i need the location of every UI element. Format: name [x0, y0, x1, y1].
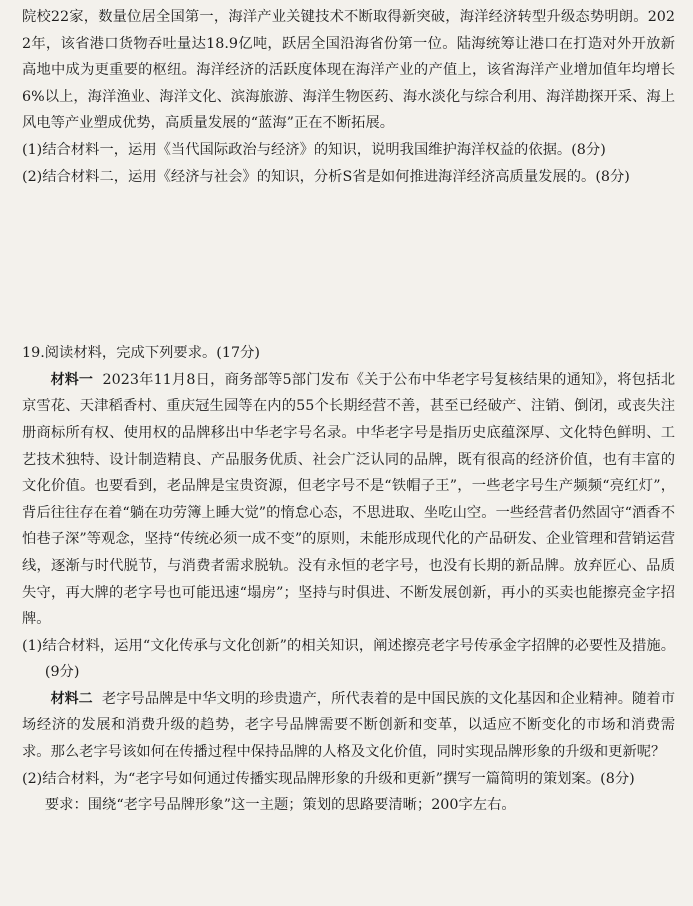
- q19-material-two: [22, 686, 675, 766]
- q19-title: 19.阅读材料，完成下列要求。(17分): [22, 345, 260, 362]
- material-one-label: 材料一: [50, 371, 94, 388]
- blank-answer-space: [22, 190, 675, 340]
- material-one-text: 2023年11月8日，商务部等5部门发布《关于公布中华老字号复核结果的通知》，将包括北京雪花、天津稻香村、重庆冠生园等在内的55个长期经营不善，甚至已经破产、注销、倒闭，或丧失注册商标所有权、使用权的品牌移出中华老字号名录。中华老字号是指历史底蕴深厚、文化特色鲜明、工艺技术独特、设计制造精良、产品服务优质、社会广泛认同的品牌，既有很高的经济价值，也有丰富的文化价值。也要看到，老品牌是宝贵资源，但老字号不是“铁帽子王”，一些老字号生产频频“亮红灯”，背后往往存在着“躺在功劳簿上睡大觉”的惰怠心态，不思进取、坐吃山空。一些经营者仍然固守“酒香不怕巷子深”等观念，坚持“传统必须一成不变”的原则，未能形成现代化的产品研发、企业管理和营销运营线，逐渐与时代脱节，与消费者需求脱轨。没有永恒的老字号，也没有长期的新品牌。放弃匠心、品质失守，再大牌的老字号也可能迅速“塌房”；坚持与时俱进、不断发展创新，再小的买卖也能擦亮金字招牌。: [22, 371, 676, 628]
- q19-material-one: [22, 367, 675, 633]
- q18-material-two-continuation: 院校22家，数量位居全国第一，海洋产业关键技术不断取得新突破，海洋经济转型升级态势明朗。2022年，该省港口货物吞吐量达18.9亿吨，跃居全国沿海省份第一位。陆海统筹让港口在打造对外开放新高地中成为更重要的枢纽。海洋经济的活跃度体现在海洋产业的产值上，该省海洋产业增加值年均增长6%以上，海洋渔业、海洋文化、滨海旅游、海洋生物医药、海水淡化与综合利用、海洋勘探开采、海上风电等产业塑成优势，高质量发展的“蓝海”正在不断拓展。: [22, 9, 675, 132]
- material-two-text: 老字号品牌是中华文明的珍贵遗产，所代表着的是中国民族的文化基因和企业精神。随着市场经济的发展和消费升级的趋势，老字号品牌需要不断创新和变革，以适应不断变化的市场和消费需求。那么老字号该如何在传播过程中保持品牌的人格及文化价值，同时实现品牌形象的升级和更新呢？: [22, 690, 676, 761]
- material-two-label: 材料二: [50, 690, 93, 707]
- q19-question-2: (2)结合材料，为“老字号如何通过传播实现品牌形象的升级和更新”撰写一篇简明的策划案。(8分): [22, 770, 635, 787]
- q18-question-2: (2)结合材料二，运用《经济与社会》的知识，分析S省是如何推进海洋经济高质量发展的。(8分): [22, 168, 630, 185]
- q19-requirement: 要求：围绕“老字号品牌形象”这一主题；策划的思路要清晰；200字左右。: [44, 797, 516, 814]
- q18-question-1: (1)结合材料一，运用《当代国际政治与经济》的知识，说明我国维护海洋权益的依据。(8分): [22, 141, 606, 158]
- q19-question-1: (1)结合材料，运用“文化传承与文化创新”的相关知识，阐述擦亮老字号传承金字招牌的必要性及措施。(9分): [22, 637, 675, 681]
